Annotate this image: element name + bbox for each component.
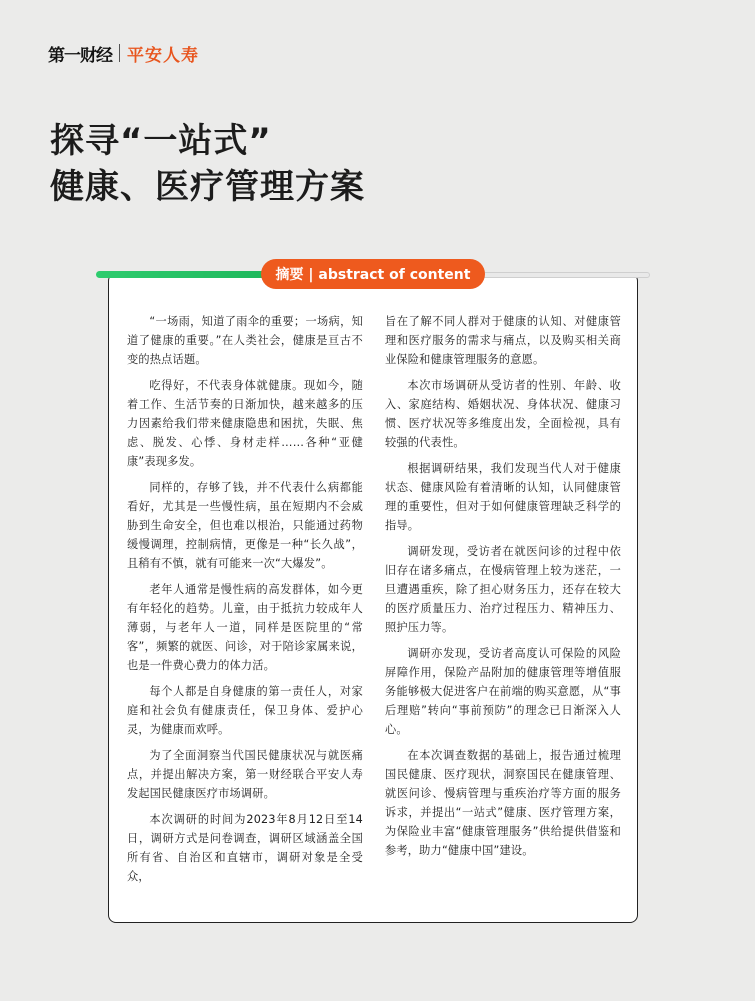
paragraph: 同样的，存够了钱，并不代表什么病都能看好，尤其是一些慢性病，虽在短期内不会威胁到生命安全，但也难以根治，只能通过药物缓慢调理，控制病情，更像是一种“长久战”，且稍有不慎，就有可能来一次“大爆发”。 [127,481,363,570]
logo-divider [119,44,120,62]
left-column [127,312,363,893]
paragraph: 老年人通常是慢性病的高发群体，如今更有年轻化的趋势。儿童，由于抵抗力较成年人薄弱，与老年人一道，同样是医院里的“常客”，频繁的就医、问诊，对于陪诊家属来说，也是一件费心费力的体力活。 [127,583,363,672]
yicai-logo: 第一财经 [48,45,112,66]
paragraph: 本次调研的时间为2023年8月12日至14日，调研方式是问卷调查，调研区域涵盖全国所有省、自治区和直辖市，调研对象是全受众， [127,813,363,883]
paragraph: 根据调研结果，我们发现当代人对于健康状态、健康风险有着清晰的认知，认同健康管理的重要性，但对于如何健康管理缺乏科学的指导。 [385,462,621,532]
abstract-columns [127,312,621,893]
right-column [385,312,621,893]
title-line-1: 探寻“一站式” [50,121,272,161]
paragraph: 调研亦发现，受访者高度认可保险的风险屏障作用，保险产品附加的健康管理等增值服务能够极大促进客户在前端的购买意愿，从“事后理赔”转向“事前预防”的理念已日渐深入人心。 [385,647,621,736]
paragraph: 本次市场调研从受访者的性别、年龄、收入、家庭结构、婚姻状况、身体状况、健康习惯、医疗状况等多维度出发，全面检视，具有较强的代表性。 [385,379,621,449]
page-title [50,118,365,210]
card-rule-green [96,271,266,278]
card-rule-gray [482,272,650,278]
paragraph: 每个人都是自身健康的第一责任人，对家庭和社会负有健康责任，保卫身体、爱护心灵，为健康而欢呼。 [127,685,363,736]
paragraph: 为了全面洞察当代国民健康状况与就医痛点，并提出解决方案，第一财经联合平安人寿发起国民健康医疗市场调研。 [127,749,363,800]
paragraph: 调研发现，受访者在就医问诊的过程中依旧存在诸多痛点，在慢病管理上较为迷茫，一旦遭遇重疾，除了担心财务压力，还存在较大的医疗质量压力、治疗过程压力、精神压力、照护压力等。 [385,545,621,634]
paragraph-continued: 旨在了解不同人群对于健康的认知、对健康管理和医疗服务的需求与痛点，以及购买相关商业保险和健康管理服务的意愿。 [385,315,621,366]
paragraph: “一场雨，知道了雨伞的重要；一场病，知道了健康的重要。”在人类社会，健康是亘古不变的热点话题。 [127,315,363,366]
pingan-logo: 平安人寿 [127,45,199,66]
paragraph: 在本次调查数据的基础上，报告通过梳理国民健康、医疗现状，洞察国民在健康管理、就医问诊、慢病管理与重疾治疗等方面的服务诉求，并提出“一站式”健康、医疗管理方案，为保险业丰富“健康管理服务”供给提供借鉴和参考，助力“健康中国”建设。 [385,749,621,857]
header-logos [48,40,199,66]
paragraph: 吃得好，不代表身体就健康。现如今，随着工作、生活节奏的日渐加快，越来越多的压力因素给我们带来健康隐患和困扰，失眠、焦虑、脱发、心悸、身材走样……各种“亚健康”表现多发。 [127,379,363,468]
section-tag: 摘要 | abstract of content [261,259,485,289]
title-line-2: 健康、医疗管理方案 [50,167,365,207]
